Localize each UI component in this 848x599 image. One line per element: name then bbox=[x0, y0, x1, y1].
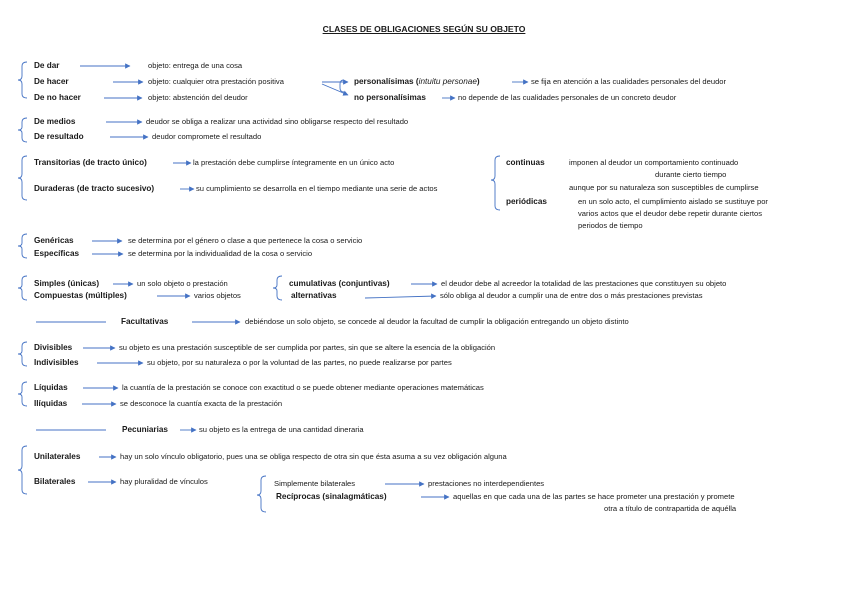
bracket-g3-sub bbox=[491, 156, 500, 210]
desc-pecuniarias: su objeto es la entrega de una cantidad dineraria bbox=[199, 425, 364, 434]
bracket-g10 bbox=[18, 446, 27, 494]
desc-duraderas: su cumplimiento se desarrolla en el tiempo mediante una serie de actos bbox=[196, 184, 438, 193]
label-personalisimas: personalísimas (intuitu personae) bbox=[354, 77, 480, 86]
desc-facultativas: debiéndose un solo objeto, se concede al deudor la facultad de cumplir la obligación entregando un objeto distinto bbox=[245, 317, 629, 326]
label-periodicas: periódicas bbox=[506, 197, 547, 206]
desc-periodicas-2: varios actos que el deudor debe repetir durante ciertos bbox=[578, 209, 763, 218]
desc-genericas: se determina por el género o clase a que pertenece la cosa o servicio bbox=[128, 236, 363, 245]
label-liquidas: Líquidas bbox=[34, 383, 68, 392]
bracket-g3 bbox=[18, 156, 27, 200]
desc-cumulativas: el deudor debe al acreedor la totalidad de las prestaciones que constituyen su objeto bbox=[441, 279, 727, 288]
desc-divisibles: su objeto es una prestación susceptible de ser cumplida por partes, sin que se altere la esencia de la obligación bbox=[119, 343, 496, 352]
desc-alternativas: sólo obliga al deudor a cumplir una de entre dos o más prestaciones previstas bbox=[440, 291, 703, 300]
desc-transitorias: la prestación debe cumplirse íntegramente en un único acto bbox=[193, 158, 395, 167]
label-no-personalisimas: no personalísimas bbox=[354, 93, 426, 102]
bracket-g1 bbox=[18, 62, 27, 98]
desc-periodicas-3: periodos de tiempo bbox=[578, 221, 643, 230]
label-unilaterales: Unilaterales bbox=[34, 452, 81, 461]
desc-reciprocas-2: otra a título de contrapartida de aquélla bbox=[604, 504, 737, 513]
label-transitorias: Transitorias (de tracto único) bbox=[34, 158, 147, 167]
desc-iliquidas: se desconoce la cuantía exacta de la prestación bbox=[120, 399, 283, 408]
label-divisibles: Divisibles bbox=[34, 343, 73, 352]
label-facultativas: Facultativas bbox=[121, 317, 169, 326]
desc-periodicas-pre: aunque por su naturaleza son susceptibles de cumplirse bbox=[569, 183, 759, 192]
label-de-no-hacer: De no hacer bbox=[34, 93, 81, 102]
bracket-g5 bbox=[18, 276, 27, 300]
desc-liquidas: la cuantía de la prestación se conoce con exactitud o se puede obtener mediante operaciones matemáticas bbox=[122, 383, 484, 392]
desc-de-dar: objeto: entrega de una cosa bbox=[148, 61, 243, 70]
label-de-dar: De dar bbox=[34, 61, 60, 70]
desc-compuestas: varios objetos bbox=[194, 291, 241, 300]
desc-de-resultado: deudor compromete el resultado bbox=[152, 132, 262, 141]
label-especificas: Específicas bbox=[34, 249, 80, 258]
desc-unilaterales: hay un solo vínculo obligatorio, pues una se obliga respecto de otra sin que ésta asuma a su vez obligación alguna bbox=[120, 452, 507, 461]
desc-especificas: se determina por la individualidad de la cosa o servicio bbox=[128, 249, 313, 258]
arrow-alternativas bbox=[365, 296, 436, 298]
label-compuestas: Compuestas (múltiples) bbox=[34, 291, 127, 300]
label-reciprocas: Recíprocas (sinalagmáticas) bbox=[276, 492, 387, 501]
label-iliquidas: Ilíquidas bbox=[34, 399, 68, 408]
desc-continuas-1: imponen al deudor un comportamiento continuado bbox=[569, 158, 739, 167]
desc-simples: un solo objeto o prestación bbox=[137, 279, 228, 288]
label-simples: Simples (únicas) bbox=[34, 279, 100, 288]
arrow-to-no-personalisimas bbox=[322, 84, 348, 95]
label-continuas: continuas bbox=[506, 158, 545, 167]
bracket-g7 bbox=[18, 342, 27, 366]
label-indivisibles: Indivisibles bbox=[34, 358, 79, 367]
desc-simplemente-bilaterales: prestaciones no interdependientes bbox=[428, 479, 545, 488]
desc-de-no-hacer: objeto: abstención del deudor bbox=[148, 93, 248, 102]
desc-personalisimas: se fija en atención a las cualidades personales del deudor bbox=[531, 77, 727, 86]
desc-de-medios: deudor se obliga a realizar una actividad sino obligarse respecto del resultado bbox=[146, 117, 409, 126]
bracket-g5-sub bbox=[273, 276, 282, 300]
bracket-g2 bbox=[18, 118, 27, 142]
label-de-resultado: De resultado bbox=[34, 132, 84, 141]
label-duraderas: Duraderas (de tracto sucesivo) bbox=[34, 184, 155, 193]
bracket-g8 bbox=[18, 382, 27, 406]
desc-bilaterales: hay pluralidad de vínculos bbox=[120, 477, 208, 486]
label-genericas: Genéricas bbox=[34, 236, 74, 245]
desc-periodicas-1: en un solo acto, el cumplimiento aislado se sustituye por bbox=[578, 197, 768, 206]
label-alternativas: alternativas bbox=[291, 291, 337, 300]
bracket-g4 bbox=[18, 234, 27, 258]
label-bilaterales: Bilaterales bbox=[34, 477, 76, 486]
desc-indivisibles: su objeto, por su naturaleza o por la voluntad de las partes, no puede realizarse por partes bbox=[147, 358, 452, 367]
label-simplemente-bilaterales: Simplemente bilaterales bbox=[274, 479, 356, 488]
label-de-hacer: De hacer bbox=[34, 77, 69, 86]
desc-continuas-2: durante cierto tiempo bbox=[655, 170, 727, 179]
label-cumulativas: cumulativas (conjuntivas) bbox=[289, 279, 390, 288]
bracket-g10-sub bbox=[257, 476, 266, 512]
page-title: CLASES DE OBLIGACIONES SEGÚN SU OBJETO bbox=[322, 24, 526, 34]
label-pecuniarias: Pecuniarias bbox=[122, 425, 168, 434]
desc-reciprocas-1: aquellas en que cada una de las partes se hace prometer una prestación y promete bbox=[453, 492, 735, 501]
desc-de-hacer: objeto: cualquier otra prestación positiva bbox=[148, 77, 284, 86]
label-de-medios: De medios bbox=[34, 117, 76, 126]
desc-no-personalisimas: no depende de las cualidades personales de un concreto deudor bbox=[458, 93, 677, 102]
